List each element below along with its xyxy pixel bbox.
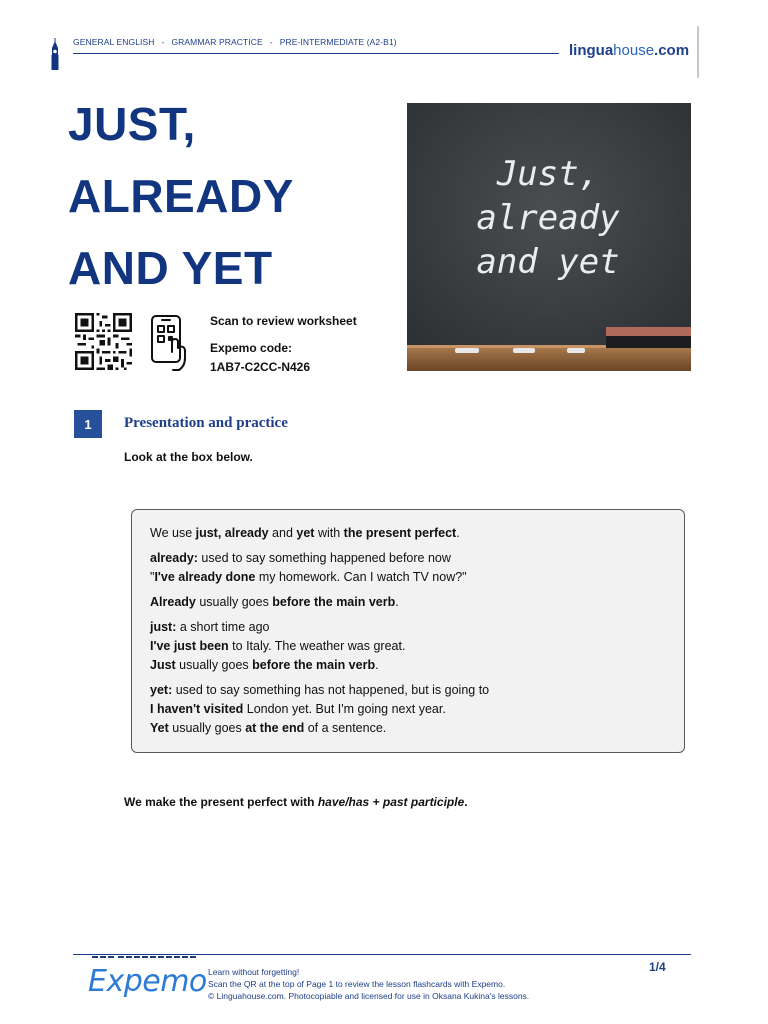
expemo-code: 1AB7-C2CC-N426 xyxy=(210,360,311,374)
just-definition xyxy=(150,618,666,637)
yet-position xyxy=(150,719,666,738)
page-title xyxy=(68,88,294,304)
page-number: 1/4 xyxy=(649,960,666,974)
breadcrumb-grade[interactable]: PRE-INTERMEDIATE (A2-B1) xyxy=(279,37,397,47)
scan-info xyxy=(210,312,357,377)
breadcrumb-skill[interactable]: GRAMMAR PRACTICE xyxy=(171,37,263,47)
just-position xyxy=(150,656,666,675)
breadcrumb xyxy=(73,37,397,47)
footer-instructions: Scan the QR at the top of Page 1 to review the lesson flashcards with Expemo. xyxy=(208,979,506,989)
qr-code-icon[interactable] xyxy=(74,313,133,370)
footer-clipped-text xyxy=(92,956,202,960)
text: usually goes xyxy=(168,721,246,735)
just-example xyxy=(150,637,666,656)
keyword: before the main verb xyxy=(252,658,376,672)
formula: have/has + past participle xyxy=(317,795,465,809)
keyword: I've already done xyxy=(154,570,256,584)
expemo-code-label: Expemo code: xyxy=(210,341,293,355)
keyword: before the main verb xyxy=(272,595,396,609)
keyword: just, already xyxy=(195,526,269,540)
footer-text xyxy=(208,966,529,1002)
chalk-line-1: Just, xyxy=(496,154,600,194)
text: London yet. But I'm going next year. xyxy=(243,702,446,716)
footer-tagline: Learn without forgetting! xyxy=(208,967,300,977)
already-definition xyxy=(150,549,666,568)
keyword: at the end xyxy=(245,721,305,735)
big-ben-icon xyxy=(50,38,60,70)
term: just: xyxy=(150,620,177,634)
brand-divider xyxy=(697,26,699,78)
section-title: Presentation and practice xyxy=(124,415,288,431)
already-position xyxy=(150,593,666,612)
grammar-intro xyxy=(150,524,666,543)
keyword: I haven't visited xyxy=(150,702,244,716)
section-instruction: Look at the box below. xyxy=(124,450,253,464)
text: We use xyxy=(150,526,196,540)
section-number-badge: 1 xyxy=(74,410,102,438)
breadcrumb-separator: - xyxy=(161,37,165,47)
chalk-line-3: and yet xyxy=(476,242,620,282)
brand-part-house: house xyxy=(613,42,655,59)
phone-scan-icon xyxy=(150,314,192,372)
text: and xyxy=(268,526,297,540)
term: Just xyxy=(150,658,176,672)
breadcrumb-separator: - xyxy=(269,37,273,47)
header-divider xyxy=(73,53,559,54)
title-line-2: ALREADY xyxy=(68,170,294,222)
chalkboard-image xyxy=(407,103,691,371)
keyword: I've just been xyxy=(150,639,229,653)
term: Yet xyxy=(150,721,169,735)
text: of a sentence. xyxy=(304,721,387,735)
title-line-1: JUST, xyxy=(68,98,196,150)
text: to Italy. The weather was great. xyxy=(228,639,406,653)
breadcrumb-level[interactable]: GENERAL ENGLISH xyxy=(73,37,155,47)
text: " xyxy=(150,570,155,584)
text: with xyxy=(314,526,344,540)
brand-part-lingua: lingua xyxy=(569,42,614,59)
already-example xyxy=(150,568,666,587)
text: my homework. Can I watch TV now?" xyxy=(255,570,467,584)
text: usually goes xyxy=(175,658,253,672)
text: . xyxy=(464,795,468,809)
text: used to say something happened before now xyxy=(197,551,451,565)
title-line-3: AND YET xyxy=(68,242,273,294)
text: . xyxy=(456,526,460,540)
footer-copyright: © Linguahouse.com. Photocopiable and licensed for use in Oksana Kukina's lessons. xyxy=(208,991,530,1001)
term: already: xyxy=(150,551,198,565)
keyword: the present perfect xyxy=(343,526,457,540)
yet-example xyxy=(150,700,666,719)
text: a short time ago xyxy=(176,620,270,634)
keyword: yet xyxy=(296,526,315,540)
footer-divider xyxy=(73,954,691,955)
text: We make the present perfect with xyxy=(124,795,318,809)
text: used to say something has not happened, but is going to xyxy=(172,683,490,697)
text: . xyxy=(395,595,399,609)
yet-definition xyxy=(150,681,666,700)
chalk-line-2: already xyxy=(476,198,620,238)
term: yet: xyxy=(150,683,173,697)
grammar-box xyxy=(131,509,685,753)
brand-part-domain: .com xyxy=(654,42,690,59)
text: . xyxy=(375,658,379,672)
scan-label: Scan to review worksheet xyxy=(210,314,357,328)
term: Already xyxy=(150,595,196,609)
present-perfect-note xyxy=(124,795,468,809)
expemo-logo[interactable]: Expemo xyxy=(88,964,207,999)
brand-logo[interactable] xyxy=(569,42,689,59)
text: usually goes xyxy=(195,595,273,609)
